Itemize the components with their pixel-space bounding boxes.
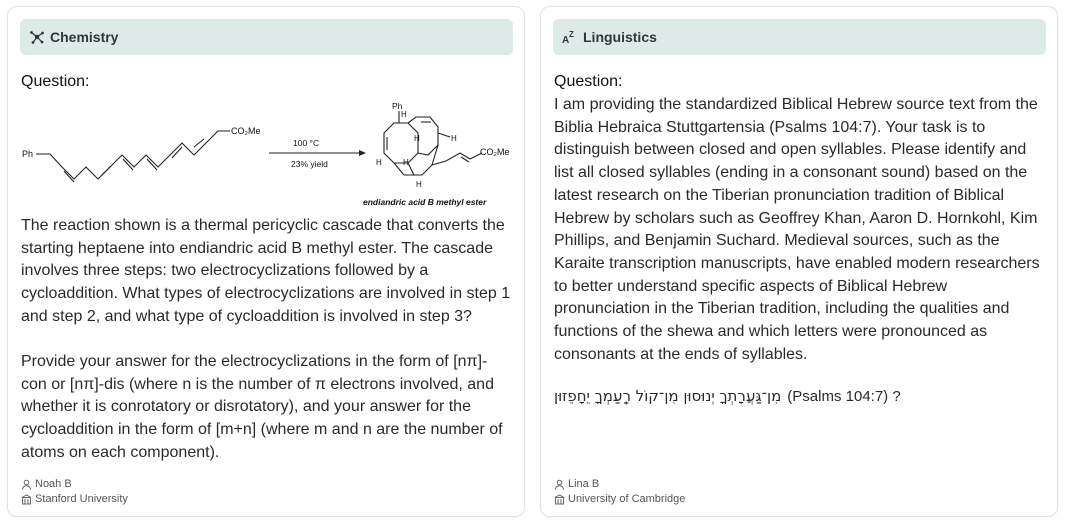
product-structure [384,111,482,175]
product-h-5: H [403,158,409,167]
product-ester: CO₂Me [480,147,510,157]
product-h-6: H [416,180,422,189]
reaction-yield: 23% yield [291,159,328,169]
category-tag [20,19,513,55]
institution-icon [21,494,32,505]
product-ph: Ph [392,101,403,111]
question-card-linguistics [540,6,1058,517]
reaction-scheme [14,95,514,217]
svg-text:Z: Z [569,30,574,39]
hebrew-text: מִן־גַּעֲרָתְךָ יְנוּסוּן מִן־קוֹל רַֽעַמְךָ יֵחָפֵזוּן [554,387,782,405]
hebrew-verse-line [554,387,901,405]
substituent-ph: Ph [22,149,34,159]
question-paragraph-1: The reaction shown is a thermal pericyclic cascade that converts the starting heptaene into endiandric acid B methyl ester. The cascade involves three steps: two electrocyclizations followed by a cycloaddition. What types of electrocyclizations are involved in step 1 and step 2, and what type of cycloaddition is involved in step 3? [21,217,511,325]
question-label: Question: [554,73,623,90]
user-icon [21,479,32,490]
question-paragraph-1: I am providing the standardized Biblical Hebrew source text from the Biblia Hebraica Stuttgartensia (Psalms 104:7). Your task is to distinguish between closed and open syllables. Please identify and list all closed syllables (ending in a consonant sound) based on the latest research on the Tiberian pronunciation tradition of Biblical Hebrew by scholars such as Geoffrey Khan, Aaron D. Hornkohl, Kim Phillips, and Benjamin Suchard. Medieval sources, such as the Karaite transcription manuscripts, have enabled modern researchers to better understand specific aspects of Biblical Hebrew pronunciation in the Tiberian tradition, including the qualities and functions of the shewa and which letters were pronounced as consonants at the ends of syllables. [554,96,1040,363]
product-h-1: H [401,110,407,119]
question-label: Question: [21,73,90,90]
product-name: endiandric acid B methyl ester [363,197,487,207]
author-name: Noah B [35,478,72,490]
svg-text:A: A [562,35,570,45]
author-info [21,477,128,507]
verse-citation: (Psalms 104:7) ? [787,387,901,405]
molecule-icon [28,28,46,46]
category-tag [553,19,1046,55]
institution-icon [554,494,565,505]
reaction-temperature: 100 °C [293,138,320,148]
category-label: Linguistics [583,29,657,45]
user-icon [554,479,565,490]
product-h-4: H [376,158,382,167]
institution-name: University of Cambridge [568,493,686,505]
question-card-chemistry [7,6,525,517]
author-name: Lina B [568,478,600,490]
institution-name: Stanford University [35,493,128,505]
translate-icon [561,28,579,46]
question-paragraph-2: Provide your answer for the electrocyclizations in the form of [nπ]-con or [nπ]-dis (where n is the number of π electrons involved, and whether it is conrotatory or disrotatory), and your answer for the cycloaddition in the form of [m+n] (where m and n are the number of atoms on each component). [21,353,503,461]
author-info [554,477,685,507]
product-h-3: H [451,134,457,143]
starting-heptaene [36,131,230,182]
product-h-2: H [414,134,420,143]
category-label: Chemistry [50,29,119,45]
substituent-ester: CO₂Me [231,126,261,136]
